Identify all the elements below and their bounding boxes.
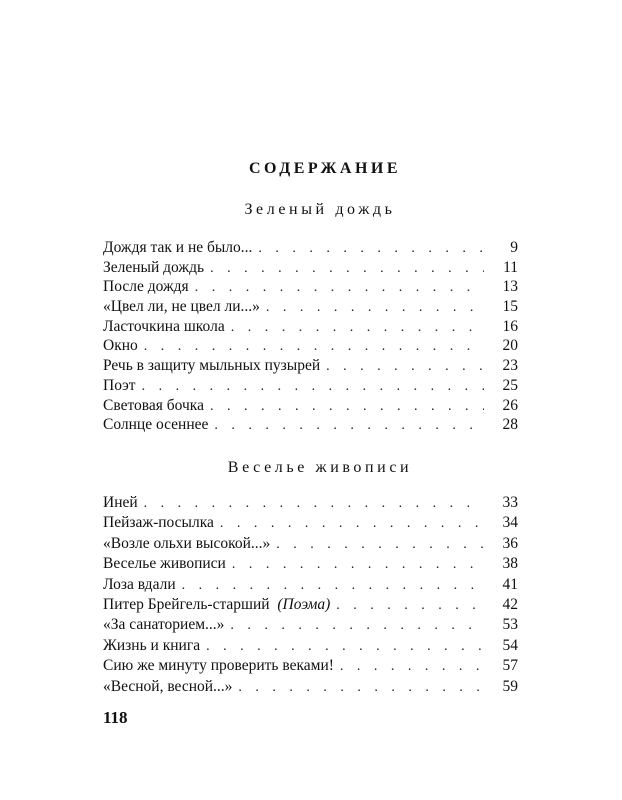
entry-title: Пейзаж-посылка xyxy=(103,514,214,532)
entry-subtitle: (Поэма) xyxy=(277,595,331,613)
toc-entry[interactable] xyxy=(103,616,518,636)
entry-title: Дождя так и не было... xyxy=(103,239,253,256)
entry-page: 33 xyxy=(502,494,518,511)
entry-page: 53 xyxy=(502,616,518,634)
dot-leader xyxy=(336,598,484,614)
entry-title: «Весной, весной...» xyxy=(103,677,233,695)
entry-title: «Возле ольхи высокой...» xyxy=(103,534,271,552)
dot-leader xyxy=(142,379,484,395)
dot-leader xyxy=(258,241,484,257)
toc-entry[interactable] xyxy=(103,596,518,616)
entry-page: 25 xyxy=(502,376,518,394)
entry-title: Сию же минуту проверить веками! xyxy=(103,657,334,675)
toc-entry[interactable] xyxy=(103,298,518,318)
entry-page: 38 xyxy=(502,555,518,573)
dot-leader xyxy=(206,639,484,655)
entry-title: Окно xyxy=(103,337,138,355)
entry-page: 15 xyxy=(502,298,518,316)
toc-entry[interactable] xyxy=(103,494,518,514)
entry-page: 34 xyxy=(502,514,518,532)
dot-leader xyxy=(144,339,484,355)
section-heading: Веселье живописи xyxy=(227,459,413,476)
toc-entry[interactable] xyxy=(103,357,518,377)
entry-page: 23 xyxy=(502,357,518,375)
entry-title: Поэт xyxy=(103,376,136,394)
dot-leader xyxy=(276,537,484,553)
dot-leader xyxy=(230,618,484,634)
toc-list xyxy=(103,494,518,698)
dot-leader xyxy=(326,359,484,375)
entry-page: 42 xyxy=(502,595,518,613)
dot-leader xyxy=(195,280,484,296)
dot-leader xyxy=(231,320,484,336)
dot-leader xyxy=(220,516,484,532)
entry-title: Лоза вдали xyxy=(103,575,176,593)
dot-leader xyxy=(144,496,484,512)
dot-leader xyxy=(214,418,484,434)
entry-page: 41 xyxy=(502,575,518,593)
entry-title: Солнце осеннее xyxy=(103,416,209,434)
entry-title: «За санаторием...» xyxy=(103,616,225,634)
page-title: СОДЕРЖАНИЕ xyxy=(248,160,402,177)
entry-page: 11 xyxy=(503,258,518,276)
entry-title: Иней xyxy=(103,494,138,511)
dot-leader xyxy=(266,300,484,316)
toc-entry[interactable] xyxy=(103,377,518,397)
entry-page: 36 xyxy=(502,534,518,552)
entry-page: 20 xyxy=(502,337,518,355)
toc-entry[interactable] xyxy=(103,514,518,534)
page-number: 118 xyxy=(103,708,128,727)
toc-entry[interactable] xyxy=(103,637,518,657)
entry-title: Речь в защиту мыльных пузырей xyxy=(103,357,321,375)
entry-page: 9 xyxy=(510,239,518,256)
entry-title: Световая бочка xyxy=(103,396,204,414)
entry-title: Жизнь и книга xyxy=(103,636,201,654)
entry-title: Зеленый дождь xyxy=(103,258,205,276)
toc-entry[interactable] xyxy=(103,416,518,436)
toc-list xyxy=(103,239,518,436)
toc-entry[interactable] xyxy=(103,337,518,357)
dot-leader xyxy=(232,557,484,573)
entry-page: 16 xyxy=(502,317,518,335)
entry-title: Питер Брейгель-старший (Поэма) xyxy=(103,595,331,613)
entry-page: 59 xyxy=(502,677,518,695)
entry-page: 54 xyxy=(502,636,518,654)
entry-title: Веселье живописи xyxy=(103,555,226,573)
entry-title: «Цвел ли, не цвел ли...» xyxy=(103,298,260,316)
entry-page: 28 xyxy=(502,416,518,434)
toc-entry[interactable] xyxy=(103,657,518,677)
dot-leader xyxy=(340,659,484,675)
toc-entry[interactable] xyxy=(103,239,518,259)
entry-page: 57 xyxy=(502,657,518,675)
toc-entry[interactable] xyxy=(103,397,518,417)
toc-entry[interactable] xyxy=(103,555,518,575)
toc-entry[interactable] xyxy=(103,535,518,555)
dot-leader xyxy=(210,261,484,277)
entry-title: Ласточкина школа xyxy=(103,317,225,335)
entry-title: После дождя xyxy=(103,278,189,296)
toc-entry[interactable] xyxy=(103,678,518,698)
toc-entry[interactable] xyxy=(103,576,518,596)
toc-entry[interactable] xyxy=(103,278,518,298)
section-heading: Зеленый дождь xyxy=(244,201,396,218)
toc-entry[interactable] xyxy=(103,318,518,338)
entry-page: 26 xyxy=(502,396,518,414)
entry-page: 13 xyxy=(502,278,518,296)
toc-entry[interactable] xyxy=(103,259,518,279)
dot-leader xyxy=(182,578,484,594)
dot-leader xyxy=(238,680,484,696)
dot-leader xyxy=(210,399,484,415)
